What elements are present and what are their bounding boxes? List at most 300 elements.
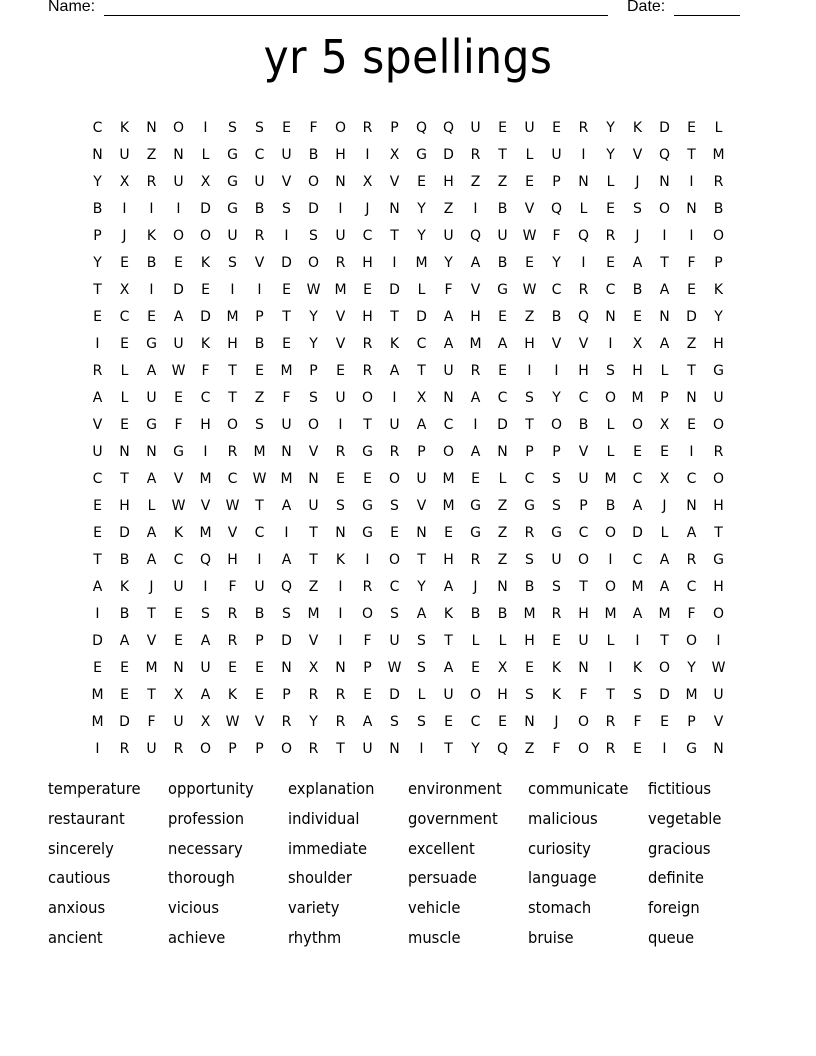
grid-cell[interactable]: G: [497, 281, 508, 298]
grid-cell[interactable]: U: [713, 686, 724, 703]
grid-cell[interactable]: W: [225, 713, 240, 730]
grid-cell[interactable]: O: [172, 227, 185, 244]
grid-cell[interactable]: A: [389, 362, 400, 379]
grid-cell[interactable]: M: [199, 524, 212, 541]
grid-cell[interactable]: C: [470, 713, 481, 730]
grid-cell[interactable]: S: [309, 227, 318, 244]
grid-cell[interactable]: I: [473, 200, 478, 217]
grid-cell[interactable]: C: [389, 578, 400, 595]
grid-cell[interactable]: C: [524, 470, 535, 487]
grid-cell[interactable]: W: [522, 227, 537, 244]
grid-cell[interactable]: M: [280, 470, 293, 487]
grid-cell[interactable]: T: [714, 524, 723, 541]
grid-cell[interactable]: H: [119, 497, 130, 514]
grid-cell[interactable]: I: [554, 362, 559, 379]
grid-cell[interactable]: V: [335, 335, 346, 352]
grid-cell[interactable]: G: [470, 497, 481, 514]
grid-cell[interactable]: E: [174, 389, 183, 406]
grid-cell[interactable]: A: [200, 686, 211, 703]
grid-cell[interactable]: Z: [686, 335, 697, 352]
grid-cell[interactable]: R: [605, 713, 616, 730]
grid-cell[interactable]: U: [470, 119, 481, 136]
grid-cell[interactable]: Y: [309, 713, 318, 730]
grid-cell[interactable]: K: [119, 578, 130, 595]
grid-cell[interactable]: H: [524, 335, 535, 352]
grid-cell[interactable]: W: [522, 281, 537, 298]
grid-cell[interactable]: D: [281, 632, 292, 649]
grid-cell[interactable]: A: [362, 713, 373, 730]
grid-cell[interactable]: N: [578, 173, 589, 190]
grid-cell[interactable]: Q: [577, 308, 590, 325]
grid-cell[interactable]: R: [146, 173, 157, 190]
grid-cell[interactable]: U: [443, 686, 454, 703]
grid-cell[interactable]: E: [606, 200, 615, 217]
grid-cell[interactable]: U: [281, 416, 292, 433]
grid-cell[interactable]: B: [254, 200, 265, 217]
grid-cell[interactable]: R: [713, 443, 724, 460]
grid-cell[interactable]: D: [389, 686, 400, 703]
grid-cell[interactable]: U: [254, 578, 265, 595]
grid-cell[interactable]: F: [174, 416, 183, 433]
grid-cell[interactable]: T: [498, 146, 507, 163]
grid-cell[interactable]: C: [92, 470, 103, 487]
grid-cell[interactable]: L: [714, 119, 723, 136]
grid-cell[interactable]: D: [416, 308, 427, 325]
grid-cell[interactable]: K: [632, 119, 643, 136]
grid-cell[interactable]: T: [687, 362, 696, 379]
grid-cell[interactable]: X: [659, 470, 670, 487]
grid-cell[interactable]: A: [632, 497, 643, 514]
grid-cell[interactable]: Z: [497, 524, 508, 541]
grid-cell[interactable]: H: [443, 173, 454, 190]
grid-cell[interactable]: Z: [524, 740, 535, 757]
grid-cell[interactable]: B: [497, 254, 508, 271]
grid-cell[interactable]: N: [335, 524, 346, 541]
grid-cell[interactable]: Q: [280, 578, 293, 595]
grid-cell[interactable]: N: [578, 659, 589, 676]
grid-cell[interactable]: E: [255, 686, 264, 703]
grid-cell[interactable]: U: [173, 335, 184, 352]
grid-cell[interactable]: U: [389, 632, 400, 649]
grid-cell[interactable]: R: [470, 362, 481, 379]
grid-cell[interactable]: Y: [606, 119, 615, 136]
grid-cell[interactable]: H: [524, 632, 535, 649]
grid-cell[interactable]: K: [713, 281, 724, 298]
grid-cell[interactable]: T: [93, 551, 102, 568]
grid-cell[interactable]: V: [254, 713, 265, 730]
grid-cell[interactable]: E: [633, 443, 642, 460]
grid-cell[interactable]: Q: [550, 200, 563, 217]
grid-cell[interactable]: E: [336, 470, 345, 487]
grid-cell[interactable]: Y: [687, 659, 696, 676]
grid-cell[interactable]: S: [552, 470, 561, 487]
grid-cell[interactable]: M: [604, 605, 617, 622]
grid-cell[interactable]: E: [660, 443, 669, 460]
grid-cell[interactable]: F: [147, 713, 156, 730]
grid-cell[interactable]: D: [281, 254, 292, 271]
grid-cell[interactable]: H: [713, 578, 724, 595]
grid-cell[interactable]: B: [497, 200, 508, 217]
grid-cell[interactable]: I: [581, 146, 586, 163]
grid-cell[interactable]: X: [119, 173, 130, 190]
grid-cell[interactable]: I: [392, 254, 397, 271]
grid-cell[interactable]: C: [497, 389, 508, 406]
grid-cell[interactable]: Z: [497, 551, 508, 568]
grid-cell[interactable]: V: [281, 173, 292, 190]
grid-cell[interactable]: I: [203, 119, 208, 136]
grid-cell[interactable]: S: [228, 254, 237, 271]
grid-cell[interactable]: A: [146, 470, 157, 487]
grid-cell[interactable]: I: [662, 227, 667, 244]
grid-cell[interactable]: G: [713, 551, 724, 568]
grid-cell[interactable]: A: [686, 524, 697, 541]
grid-cell[interactable]: S: [525, 551, 534, 568]
grid-cell[interactable]: C: [254, 146, 265, 163]
grid-cell[interactable]: B: [119, 605, 130, 622]
grid-cell[interactable]: C: [362, 227, 373, 244]
grid-cell[interactable]: V: [335, 308, 346, 325]
grid-cell[interactable]: T: [147, 686, 156, 703]
date-blank-line[interactable]: [674, 15, 740, 16]
grid-cell[interactable]: H: [227, 335, 238, 352]
grid-cell[interactable]: A: [281, 551, 292, 568]
grid-cell[interactable]: H: [713, 497, 724, 514]
grid-cell[interactable]: I: [338, 578, 343, 595]
grid-cell[interactable]: T: [390, 308, 399, 325]
grid-cell[interactable]: V: [470, 281, 481, 298]
grid-cell[interactable]: L: [120, 389, 129, 406]
grid-cell[interactable]: A: [497, 335, 508, 352]
grid-cell[interactable]: U: [335, 389, 346, 406]
grid-cell[interactable]: O: [307, 173, 320, 190]
grid-cell[interactable]: V: [632, 146, 643, 163]
grid-cell[interactable]: E: [687, 281, 696, 298]
grid-cell[interactable]: P: [255, 308, 264, 325]
grid-cell[interactable]: J: [473, 578, 478, 595]
grid-cell[interactable]: I: [608, 335, 613, 352]
grid-cell[interactable]: I: [284, 227, 289, 244]
grid-cell[interactable]: L: [498, 470, 507, 487]
grid-cell[interactable]: B: [605, 497, 616, 514]
grid-cell[interactable]: T: [579, 578, 588, 595]
grid-cell[interactable]: Z: [497, 497, 508, 514]
grid-cell[interactable]: I: [473, 416, 478, 433]
grid-cell[interactable]: F: [687, 254, 696, 271]
grid-cell[interactable]: V: [416, 497, 427, 514]
grid-cell[interactable]: G: [173, 443, 184, 460]
grid-cell[interactable]: G: [227, 200, 238, 217]
grid-cell[interactable]: P: [363, 659, 372, 676]
grid-cell[interactable]: C: [119, 308, 130, 325]
grid-cell[interactable]: T: [525, 416, 534, 433]
grid-cell[interactable]: H: [497, 686, 508, 703]
grid-cell[interactable]: I: [95, 335, 100, 352]
grid-cell[interactable]: E: [363, 686, 372, 703]
grid-cell[interactable]: S: [255, 119, 264, 136]
grid-cell[interactable]: A: [659, 578, 670, 595]
grid-cell[interactable]: R: [92, 362, 103, 379]
grid-cell[interactable]: Y: [444, 254, 453, 271]
grid-cell[interactable]: Y: [417, 227, 426, 244]
grid-cell[interactable]: M: [685, 686, 698, 703]
grid-cell[interactable]: R: [335, 254, 346, 271]
grid-cell[interactable]: B: [308, 146, 319, 163]
grid-cell[interactable]: A: [200, 632, 211, 649]
grid-cell[interactable]: N: [524, 713, 535, 730]
grid-cell[interactable]: S: [201, 605, 210, 622]
grid-cell[interactable]: O: [685, 632, 698, 649]
grid-cell[interactable]: B: [497, 605, 508, 622]
grid-cell[interactable]: J: [635, 173, 640, 190]
grid-cell[interactable]: R: [335, 686, 346, 703]
grid-cell[interactable]: O: [307, 254, 320, 271]
grid-cell[interactable]: N: [308, 470, 319, 487]
grid-cell[interactable]: K: [389, 335, 400, 352]
grid-cell[interactable]: B: [146, 254, 157, 271]
grid-cell[interactable]: U: [200, 659, 211, 676]
grid-cell[interactable]: M: [523, 605, 536, 622]
grid-cell[interactable]: O: [712, 605, 725, 622]
grid-cell[interactable]: P: [390, 119, 399, 136]
grid-cell[interactable]: A: [443, 335, 454, 352]
grid-cell[interactable]: D: [686, 308, 697, 325]
grid-cell[interactable]: E: [498, 713, 507, 730]
grid-cell[interactable]: T: [687, 146, 696, 163]
grid-cell[interactable]: E: [147, 308, 156, 325]
grid-cell[interactable]: H: [578, 362, 589, 379]
grid-cell[interactable]: T: [147, 605, 156, 622]
grid-cell[interactable]: U: [308, 497, 319, 514]
grid-cell[interactable]: S: [282, 200, 291, 217]
grid-cell[interactable]: S: [417, 632, 426, 649]
grid-cell[interactable]: I: [689, 443, 694, 460]
grid-cell[interactable]: L: [660, 362, 669, 379]
grid-cell[interactable]: Y: [552, 389, 561, 406]
grid-cell[interactable]: V: [308, 443, 319, 460]
grid-cell[interactable]: E: [282, 119, 291, 136]
grid-cell[interactable]: Y: [93, 254, 102, 271]
grid-cell[interactable]: K: [551, 686, 562, 703]
grid-cell[interactable]: P: [687, 713, 696, 730]
grid-cell[interactable]: O: [307, 416, 320, 433]
grid-cell[interactable]: A: [146, 362, 157, 379]
grid-cell[interactable]: O: [361, 605, 374, 622]
grid-cell[interactable]: I: [95, 740, 100, 757]
grid-cell[interactable]: L: [606, 416, 615, 433]
grid-cell[interactable]: I: [338, 632, 343, 649]
grid-cell[interactable]: V: [227, 524, 238, 541]
grid-cell[interactable]: N: [443, 389, 454, 406]
grid-cell[interactable]: X: [173, 686, 184, 703]
grid-cell[interactable]: S: [417, 713, 426, 730]
grid-cell[interactable]: E: [390, 524, 399, 541]
grid-cell[interactable]: O: [658, 200, 671, 217]
grid-cell[interactable]: J: [365, 200, 370, 217]
grid-cell[interactable]: A: [92, 389, 103, 406]
grid-cell[interactable]: Z: [497, 173, 508, 190]
grid-cell[interactable]: C: [686, 470, 697, 487]
grid-cell[interactable]: U: [146, 740, 157, 757]
grid-cell[interactable]: T: [309, 524, 318, 541]
grid-cell[interactable]: R: [605, 740, 616, 757]
grid-cell[interactable]: W: [171, 362, 186, 379]
grid-cell[interactable]: Q: [442, 119, 455, 136]
grid-cell[interactable]: R: [389, 443, 400, 460]
grid-cell[interactable]: H: [470, 308, 481, 325]
grid-cell[interactable]: L: [417, 281, 426, 298]
grid-cell[interactable]: E: [606, 254, 615, 271]
grid-cell[interactable]: R: [254, 227, 265, 244]
grid-cell[interactable]: R: [308, 740, 319, 757]
grid-cell[interactable]: T: [255, 497, 264, 514]
grid-cell[interactable]: U: [173, 713, 184, 730]
grid-cell[interactable]: S: [336, 497, 345, 514]
grid-cell[interactable]: E: [633, 308, 642, 325]
grid-cell[interactable]: R: [227, 632, 238, 649]
grid-cell[interactable]: G: [524, 497, 535, 514]
grid-cell[interactable]: I: [149, 281, 154, 298]
grid-cell[interactable]: R: [281, 713, 292, 730]
grid-cell[interactable]: O: [604, 524, 617, 541]
grid-cell[interactable]: N: [497, 578, 508, 595]
grid-cell[interactable]: Y: [471, 740, 480, 757]
grid-cell[interactable]: U: [173, 578, 184, 595]
grid-cell[interactable]: V: [524, 200, 535, 217]
grid-cell[interactable]: H: [578, 605, 589, 622]
grid-cell[interactable]: P: [93, 227, 102, 244]
grid-cell[interactable]: A: [659, 335, 670, 352]
grid-cell[interactable]: U: [578, 632, 589, 649]
grid-cell[interactable]: D: [389, 281, 400, 298]
grid-cell[interactable]: B: [713, 200, 724, 217]
grid-cell[interactable]: Z: [443, 200, 454, 217]
grid-cell[interactable]: G: [362, 497, 373, 514]
grid-cell[interactable]: S: [552, 578, 561, 595]
grid-cell[interactable]: E: [363, 470, 372, 487]
grid-cell[interactable]: P: [552, 173, 561, 190]
grid-cell[interactable]: P: [579, 497, 588, 514]
grid-cell[interactable]: B: [92, 200, 103, 217]
grid-cell[interactable]: I: [257, 551, 262, 568]
grid-cell[interactable]: W: [387, 659, 402, 676]
grid-cell[interactable]: U: [146, 389, 157, 406]
grid-cell[interactable]: M: [415, 254, 428, 271]
grid-cell[interactable]: I: [662, 740, 667, 757]
grid-cell[interactable]: D: [443, 146, 454, 163]
grid-cell[interactable]: M: [631, 578, 644, 595]
grid-cell[interactable]: R: [173, 740, 184, 757]
grid-cell[interactable]: L: [417, 686, 426, 703]
grid-cell[interactable]: I: [635, 632, 640, 649]
grid-cell[interactable]: V: [200, 497, 211, 514]
grid-cell[interactable]: O: [442, 443, 455, 460]
grid-cell[interactable]: R: [605, 227, 616, 244]
grid-cell[interactable]: B: [470, 605, 481, 622]
grid-cell[interactable]: E: [444, 713, 453, 730]
grid-cell[interactable]: K: [443, 605, 454, 622]
grid-cell[interactable]: K: [200, 335, 211, 352]
grid-cell[interactable]: S: [309, 389, 318, 406]
grid-cell[interactable]: C: [416, 335, 427, 352]
grid-cell[interactable]: E: [93, 659, 102, 676]
grid-cell[interactable]: E: [498, 119, 507, 136]
grid-cell[interactable]: X: [200, 713, 211, 730]
grid-cell[interactable]: O: [658, 659, 671, 676]
grid-cell[interactable]: S: [525, 686, 534, 703]
grid-cell[interactable]: R: [308, 686, 319, 703]
grid-cell[interactable]: H: [443, 551, 454, 568]
grid-cell[interactable]: S: [255, 416, 264, 433]
grid-cell[interactable]: N: [119, 443, 130, 460]
grid-cell[interactable]: I: [149, 200, 154, 217]
grid-cell[interactable]: H: [713, 335, 724, 352]
grid-cell[interactable]: T: [417, 362, 426, 379]
grid-cell[interactable]: C: [686, 578, 697, 595]
grid-cell[interactable]: X: [389, 146, 400, 163]
grid-cell[interactable]: M: [91, 713, 104, 730]
grid-cell[interactable]: N: [497, 443, 508, 460]
grid-cell[interactable]: Y: [417, 200, 426, 217]
grid-cell[interactable]: A: [416, 416, 427, 433]
grid-cell[interactable]: T: [309, 551, 318, 568]
grid-cell[interactable]: X: [200, 173, 211, 190]
grid-cell[interactable]: V: [308, 632, 319, 649]
grid-cell[interactable]: D: [659, 686, 670, 703]
grid-cell[interactable]: I: [419, 740, 424, 757]
grid-cell[interactable]: A: [632, 254, 643, 271]
grid-cell[interactable]: M: [199, 470, 212, 487]
grid-cell[interactable]: T: [606, 686, 615, 703]
grid-cell[interactable]: F: [228, 578, 237, 595]
grid-cell[interactable]: N: [686, 200, 697, 217]
grid-cell[interactable]: I: [203, 443, 208, 460]
grid-cell[interactable]: U: [254, 173, 265, 190]
grid-cell[interactable]: I: [338, 605, 343, 622]
grid-cell[interactable]: I: [338, 416, 343, 433]
grid-cell[interactable]: G: [551, 524, 562, 541]
grid-cell[interactable]: J: [635, 227, 640, 244]
grid-cell[interactable]: K: [632, 659, 643, 676]
grid-cell[interactable]: S: [228, 119, 237, 136]
grid-cell[interactable]: R: [551, 605, 562, 622]
grid-cell[interactable]: M: [442, 497, 455, 514]
grid-cell[interactable]: P: [552, 443, 561, 460]
grid-cell[interactable]: G: [416, 146, 427, 163]
grid-cell[interactable]: O: [604, 389, 617, 406]
grid-cell[interactable]: T: [282, 308, 291, 325]
grid-cell[interactable]: N: [146, 443, 157, 460]
grid-cell[interactable]: E: [120, 659, 129, 676]
grid-cell[interactable]: Z: [254, 389, 265, 406]
grid-cell[interactable]: C: [632, 551, 643, 568]
grid-cell[interactable]: C: [605, 281, 616, 298]
grid-cell[interactable]: P: [714, 254, 723, 271]
grid-cell[interactable]: F: [633, 713, 642, 730]
grid-cell[interactable]: Q: [469, 227, 482, 244]
grid-cell[interactable]: I: [176, 200, 181, 217]
grid-cell[interactable]: O: [361, 389, 374, 406]
grid-cell[interactable]: E: [525, 659, 534, 676]
grid-cell[interactable]: E: [174, 605, 183, 622]
grid-cell[interactable]: R: [227, 605, 238, 622]
grid-cell[interactable]: I: [392, 389, 397, 406]
grid-cell[interactable]: R: [119, 740, 130, 757]
grid-cell[interactable]: C: [578, 524, 589, 541]
grid-cell[interactable]: W: [711, 659, 726, 676]
grid-cell[interactable]: M: [631, 389, 644, 406]
grid-cell[interactable]: G: [713, 362, 724, 379]
grid-cell[interactable]: A: [281, 497, 292, 514]
